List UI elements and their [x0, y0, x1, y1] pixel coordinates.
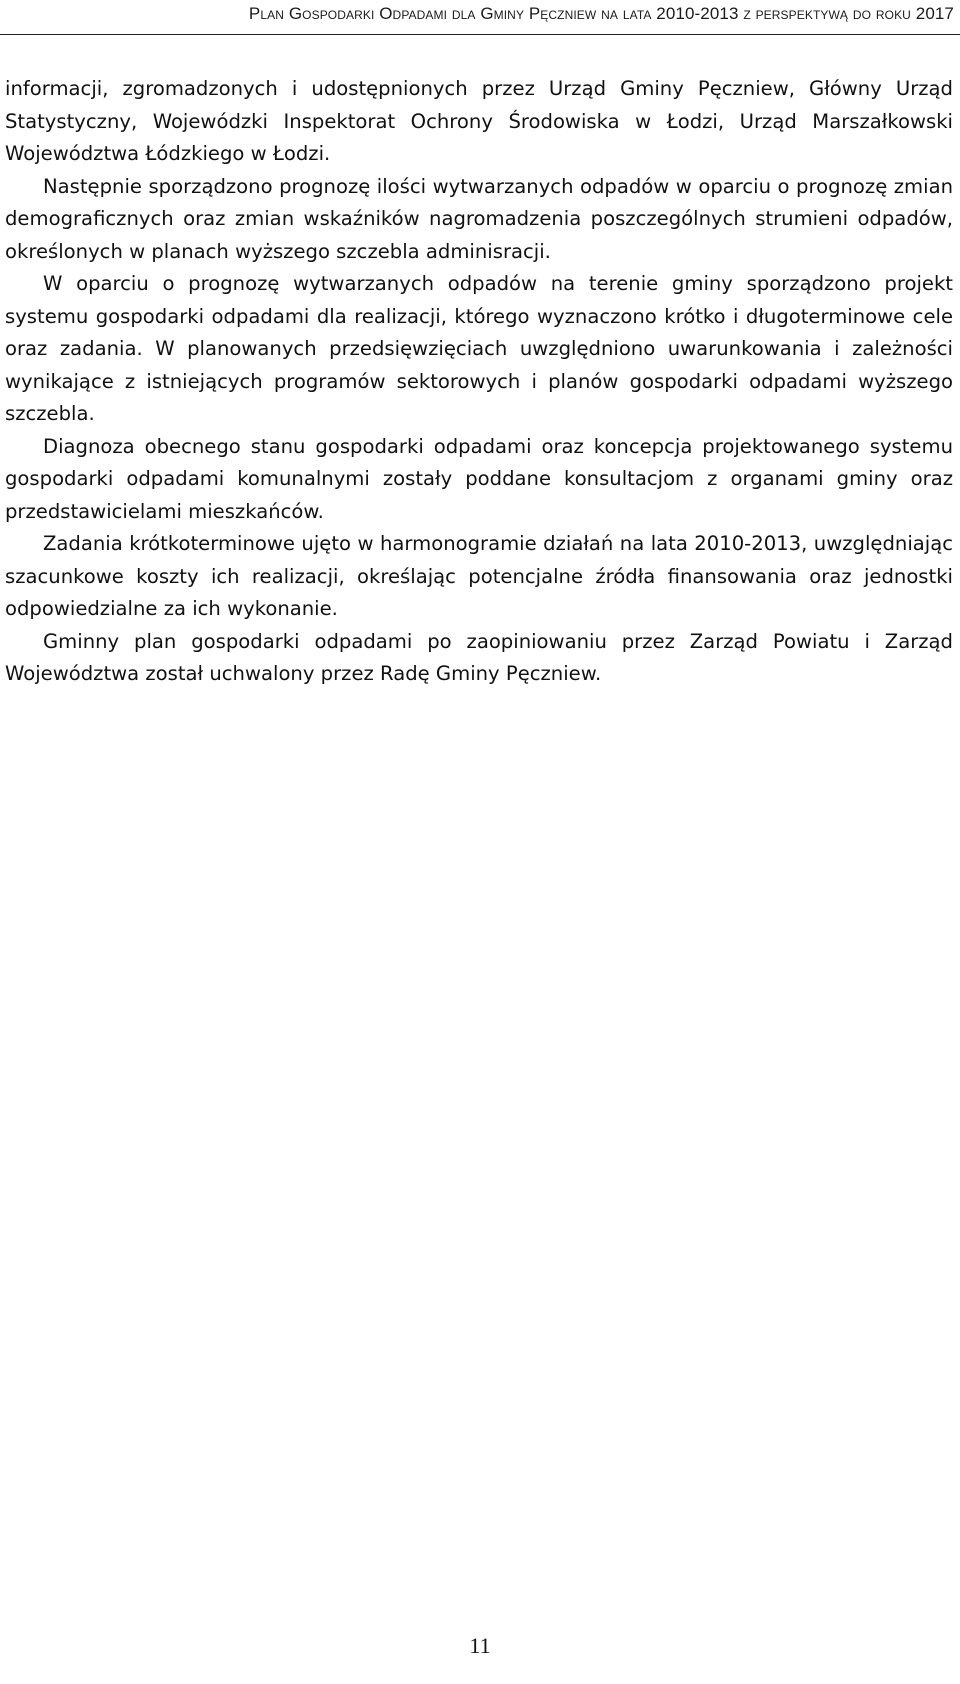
paragraph-sources-continued: informacji, zgromadzonych i udostępnionych przez Urząd Gminy Pęczniew, Główny Urząd Statystyczny, Wojewódzki Inspektorat Ochrony Środowiska w Łodzi, Urząd Marszałkowski Województwa Łódzkiego w Łodzi. [5, 77, 953, 165]
paragraph-system-project: W oparciu o prognozę wytwarzanych odpadów na terenie gminy sporządzono projekt systemu gospodarki odpadami dla realizacji, którego wyznaczono krótko i długoterminowe cele oraz zadania. W planowanych przedsięwzięciach uwzględniono uwarunkowania i zależności wynikające z istniejących programów sektorowych i planów gospodarki odpadami wyższego szczebla. [5, 272, 953, 425]
paragraph-plan-adoption: Gminny plan gospodarki odpadami po zaopiniowaniu przez Zarząd Powiatu i Zarząd Województwa został uchwalony przez Radę Gminy Pęczniew. [5, 629, 953, 685]
page-number: 11 [469, 1633, 491, 1658]
document-title: Plan Gospodarki Odpadami dla Gminy Pęczniew na lata 2010-2013 z perspektywą do roku 2017 [248, 4, 954, 23]
paragraph-waste-forecast: Następnie sporządzono prognozę ilości wytwarzanych odpadów w oparciu o prognozę zmian demograficznych oraz zmian wskaźników nagromadzenia poszczególnych strumieni odpadów, określonych w planach wyższego szczebla adminisracji. [5, 174, 953, 263]
paragraph-consultations: Diagnoza obecnego stanu gospodarki odpadami oraz koncepcja projektowanego systemu gospodarki odpadami komunalnymi zostały poddane konsultacjom z organami gminy oraz przedstawicielami mieszkańców. [5, 434, 953, 523]
header-divider [0, 34, 960, 35]
paragraph-short-term-tasks: Zadania krótkoterminowe ujęto w harmonogramie działań na lata 2010-2013, uwzględniając szacunkowe koszty ich realizacji, określając potencjalne źródła finansowania oraz jednostki odpowiedzialne za ich wykonanie. [5, 532, 953, 620]
document-body [5, 73, 953, 691]
running-header [6, 4, 954, 24]
